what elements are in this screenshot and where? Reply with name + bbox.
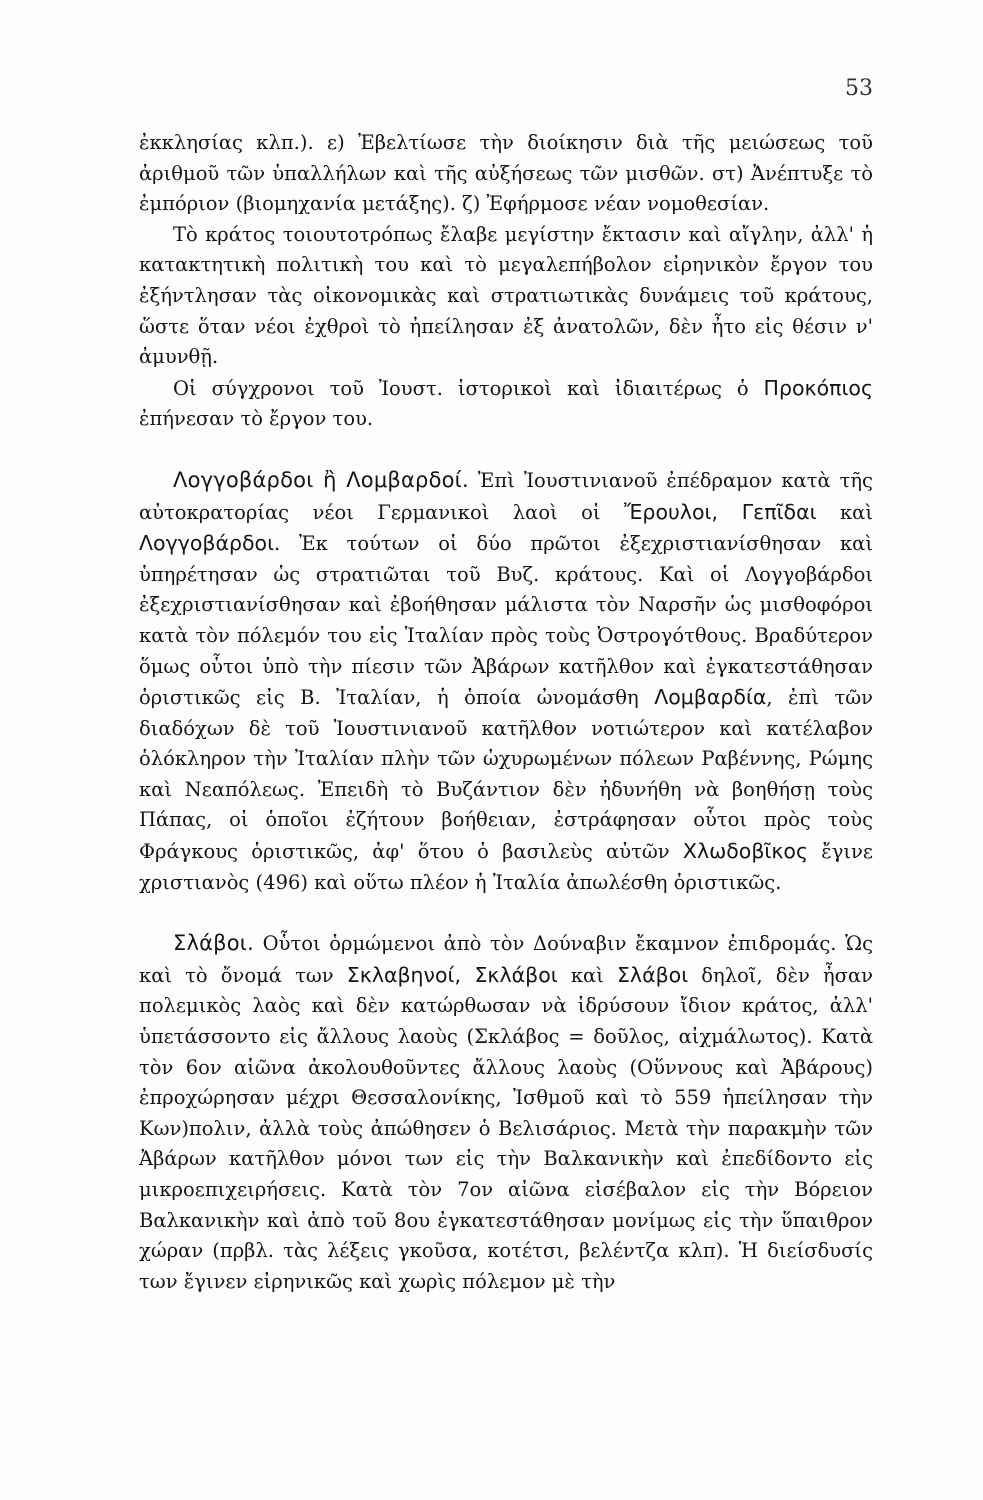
name-heruli-gepids: Ἔρουλοι, Γεπῖδαι (624, 499, 817, 524)
text-run: ἔγινε χριστιανὸς (496) καὶ οὕτω πλέον ἡ Ἰταλία ἀπωλέσθη ὁριστικῶς. (139, 840, 874, 894)
text-run: , ἐπὶ τῶν διαδόχων δὲ τοῦ Ἰουστινιανοῦ κατῆλθον νοτιώτερον καὶ κατέλαβον ὁλόκληρον τὴν Ἰταλίαν πλὴν τῶν ὠχυρωμένων πόλεων Ραβέννης, Ρώμης καὶ Νεαπόλεως. Ἐπειδὴ τὸ Βυζάντιον δὲν ἠδυνήθη νὰ βοηθήσῃ τοὺς Πάπας, οἱ ὁποῖοι ἐζήτουν βοήθειαν, ἐστράφησαν οὗτοι πρὸς τοὺς Φράγκους ὁριστικῶς, ἀφ' ὅτου ὁ βασιλεὺς αὐτῶν (139, 686, 873, 864)
text-column (139, 128, 873, 1297)
name-slavoi: Σλάβοι (616, 962, 689, 987)
section-heading-lombards: Λογγοβάρδοι ἢ Λομβαρδοί. (173, 467, 469, 492)
text-run: Οἱ σύγχρονοι τοῦ Ἰουστ. ἱστορικοὶ καὶ ἰδιαιτέρως ὁ (173, 376, 764, 400)
text-run: καὶ (557, 963, 617, 987)
text-run: . Ἐκ τούτων οἱ δύο πρῶτοι ἐξεχριστιανίσθησαν καὶ ὑπηρέτησαν ὡς στρατιῶται τοῦ Βυζ. κράτους. Καὶ οἱ Λογγοβάρδοι ἐξεχριστιανίσθησαν καὶ ἐβοήθησαν μάλιστα τὸν Ναρσῆν ὡς μισθοφόροι κατὰ τὸν πόλεμόν του εἰς Ἰταλίαν πρὸς τοὺς Ὀστρογότθους. Βραδύτερον ὅμως οὗτοι ὑπὸ τὴν πίεσιν τῶν Ἀβάρων κατῆλθον καὶ ἐγκατεστάθησαν ὁριστικῶς εἰς Β. Ἰταλίαν, ἡ ὁποία ὠνομάσθη (139, 532, 873, 710)
name-sklavenoi-sklavoi: Σκλαβηνοί, Σκλάβοι (346, 962, 558, 987)
name-procopius: Προκόπιος (763, 375, 873, 400)
text-run: καὶ (816, 500, 873, 524)
text-run: Ἐπὶ Ἰουστινιανοῦ ἐπέδραμον κατὰ τῆς αὐτοκρατορίας νέοι Γερμανικοὶ λαοὶ οἱ (139, 468, 873, 524)
paragraph-slavs (139, 928, 873, 1297)
paragraph-empire-extent: Τὸ κράτος τοιουτοτρόπως ἔλαβε μεγίστην ἔκτασιν καὶ αἴγλην, ἀλλ' ἡ κατακτητικὴ πολιτικὴ του καὶ τὸ μεγαλεπήβολον εἰρηνικὸν ἔργον του ἐξήντλησαν τὰς οἰκονομικὰς καὶ στρατιωτικὰς δυνάμεις τοῦ κράτους, ὥστε ὅταν νέοι ἐχθροὶ τὸ ἠπείλησαν ἐξ ἀνατολῶν, δὲν ἦτο εἰς θέσιν ν' ἀμυνθῇ. (139, 222, 873, 369)
name-lombards: Λογγοβάρδοι (139, 531, 275, 556)
page-number: 53 (845, 76, 873, 101)
paragraph-lombards (139, 465, 873, 898)
section-heading-slavs: Σλάβοι. (173, 931, 254, 956)
text-run: ἐπήνεσαν τὸ ἔργον του. (139, 407, 374, 431)
paragraph-procopius (139, 373, 873, 435)
paragraph-reforms: ἐκκλησίας κλπ.). ε) Ἐβελτίωσε τὴν διοίκησιν διὰ τῆς μειώσεως τοῦ ἀριθμοῦ τῶν ὑπαλλήλων καὶ τῆς αὐξήσεως τῶν μισθῶν. στ) Ἀνέπτυξε τὸ ἐμπόριον (βιομηχανία μετάξης). ζ) Ἐφήρμοσε νέαν νομοθεσίαν. (139, 131, 873, 216)
name-lombardy: Λομβαρδία (654, 685, 767, 710)
name-clovis: Χλωδοβῖκος (682, 839, 809, 864)
text-run: Οὗτοι ὁρμώμενοι ἀπὸ τὸν Δούναβιν ἔκαμνον ἐπιδρομάς. Ὡς καὶ τὸ ὄνομά των (139, 932, 873, 987)
text-run: δηλοῖ, δὲν ἦσαν πολεμικὸς λαὸς καὶ δὲν κατώρθωσαν νὰ ἱδρύσουν ἴδιον κράτος, ἀλλ' ὑπετάσσοντο εἰς ἄλλους λαοὺς (Σκλάβος = δοῦλος, αἰχμάλωτος). Κατὰ τὸν 6ον αἰῶνα ἀκολουθοῦντες ἄλλους λαοὺς (Οὕννους καὶ Ἀβάρους) ἐπροχώρησαν μέχρι Θεσσαλονίκης, Ἰσθμοῦ καὶ τὸ 559 ἠπείλησαν τὴν Κων)πολιν, ἀλλὰ τοὺς ἀπώθησεν ὁ Βελισάριος. Μετὰ τὴν παρακμὴν τῶν Ἀβάρων κατῆλθον μόνοι των εἰς τὴν Βαλκανικὴν καὶ ἐπεδίδοντο εἰς μικροεπιχειρήσεις. Κατὰ τὸν 7ον αἰῶνα εἰσέβαλον εἰς τὴν Βόρειον Βαλκανικὴν καὶ ἀπὸ τοῦ 8ου ἐγκατεστάθησαν μονίμως εἰς τὴν ὕπαιθρον χώραν (πρβλ. τὰς λέξεις γκοῦσα, κοτέτσι, βελέντζα κλπ). Ἡ διείσδυσίς των ἔγινεν εἰρηνικῶς καὶ χωρὶς πόλεμον μὲ τὴν (139, 963, 874, 1293)
